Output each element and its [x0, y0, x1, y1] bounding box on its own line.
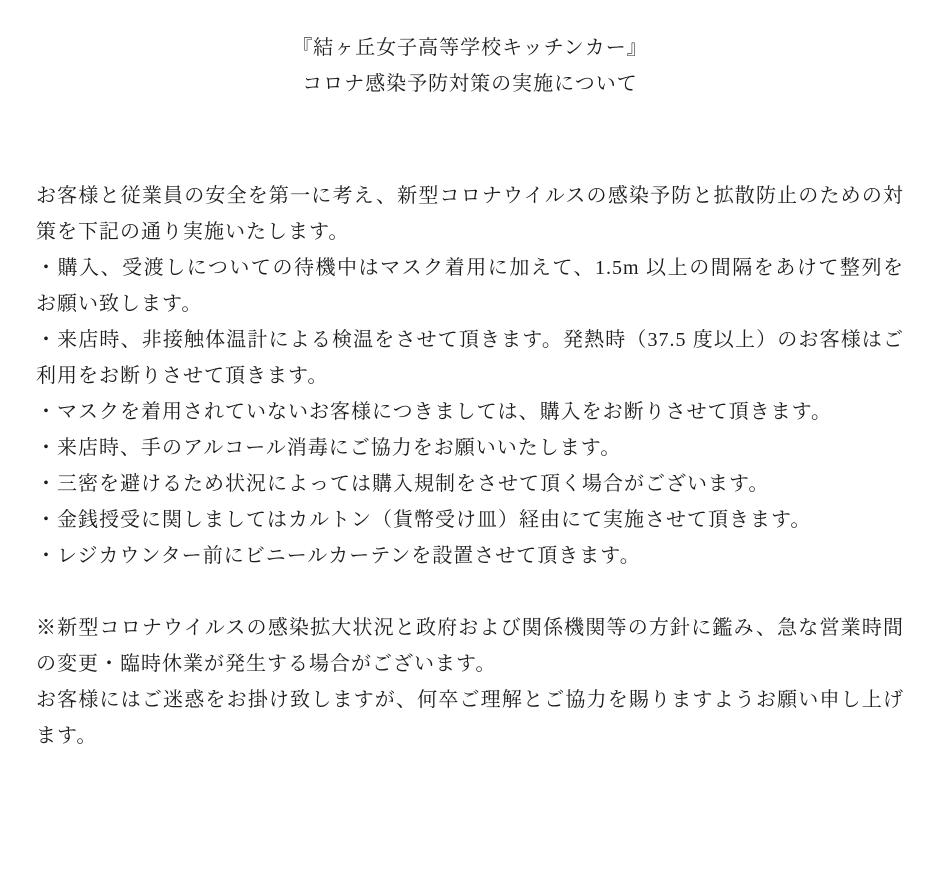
closing-paragraph: お客様にはご迷惑をお掛け致しますが、何卒ご理解とご協力を賜りますようお願い申し上げます。	[36, 689, 904, 747]
measure-item-purchase-limit: ・三密を避けるため状況によっては購入規制をさせて頂く場合がございます。	[36, 473, 770, 495]
measure-item-hand-sanitizer: ・来店時、手のアルコール消毒にご協力をお願いいたします。	[36, 437, 622, 459]
measures-list	[36, 250, 904, 574]
measure-item-vinyl-curtain: ・レジカウンター前にビニールカーテンを設置させて頂きます。	[36, 545, 641, 567]
measure-item-temperature-check: ・来店時、非接触体温計による検温をさせて頂きます。発熱時（37.5 度以上）のお客様はご利用をお断りさせて頂きます。	[36, 329, 904, 387]
document-title	[36, 30, 904, 102]
measure-item-no-mask-refusal: ・マスクを着用されていないお客様につきましては、購入をお断りさせて頂きます。	[36, 401, 832, 423]
measure-item-cash-tray: ・金銭授受に関しましてはカルトン（貨幣受け皿）経由にて実施させて頂きます。	[36, 509, 812, 531]
note-paragraph: ※新型コロナウイルスの感染拡大状況と政府および関係機関等の方針に鑑み、急な営業時間の変更・臨時休業が発生する場合がございます。	[36, 617, 904, 675]
title-line-1: 『結ヶ丘女子高等学校キッチンカー』	[292, 37, 648, 59]
measure-item-mask-distance: ・購入、受渡しについての待機中はマスク着用に加えて、1.5m 以上の間隔をあけて整列をお願い致します。	[36, 257, 904, 315]
intro-paragraph: お客様と従業員の安全を第一に考え、新型コロナウイルスの感染予防と拡散防止のための対策を下記の通り実施いたします。	[36, 185, 904, 243]
title-line-2: コロナ感染予防対策の実施について	[302, 73, 638, 95]
